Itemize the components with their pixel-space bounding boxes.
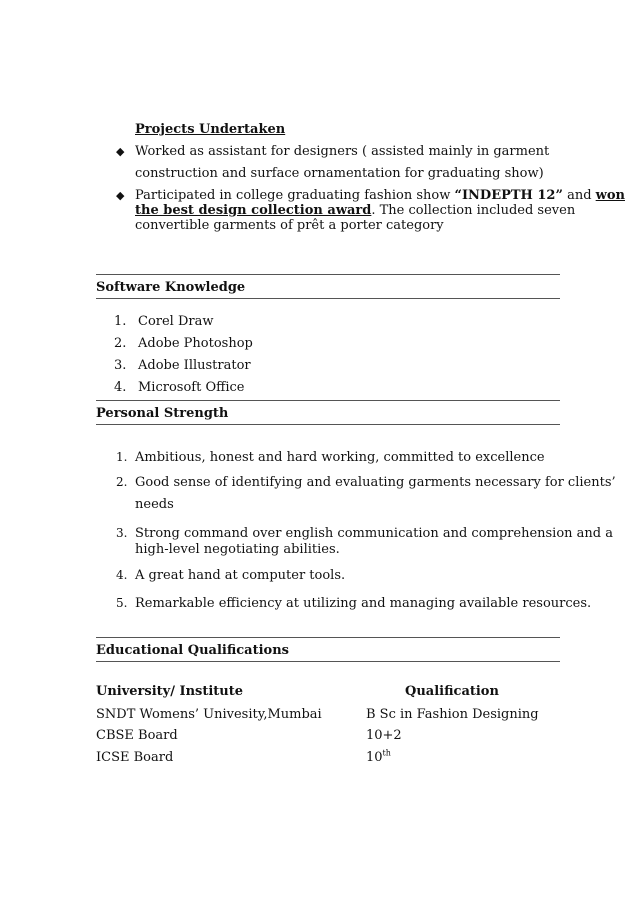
software-item: Adobe Photoshop [138, 336, 253, 351]
divider [96, 274, 560, 275]
strength-item-cont: needs [135, 497, 174, 512]
list-number: 2. [114, 336, 127, 351]
list-number: 1. [116, 450, 128, 464]
project-item-2-line3: convertible garments of prêt a porter category [135, 218, 444, 233]
column-header-qualification: Qualification [405, 684, 499, 699]
award-text: won [595, 188, 625, 203]
bullet-icon: ◆ [116, 145, 125, 158]
list-number: 4. [114, 380, 127, 395]
divider [96, 400, 560, 401]
divider [96, 424, 560, 425]
qualification-value: 10 [366, 750, 383, 765]
project-item-2-post: . The collection included seven [371, 203, 576, 218]
strength-item: A great hand at computer tools. [135, 568, 346, 583]
projects-heading: Projects Undertaken [135, 122, 286, 137]
project-item-2-text: Participated in college graduating fashion show [135, 188, 455, 203]
list-number: 5. [116, 596, 128, 610]
project-item-1-line2: construction and surface ornamentation for graduating show) [135, 166, 544, 181]
institute-cell: CBSE Board [96, 728, 178, 743]
strength-item: Ambitious, honest and hard working, committed to excellence [135, 450, 545, 465]
show-name: “INDEPTH 12” [454, 188, 563, 203]
strength-item: Strong command over english communication and comprehension and a [135, 526, 614, 541]
education-heading: Educational Qualifications [96, 643, 289, 658]
software-item: Microsoft Office [138, 380, 245, 395]
institute-cell: SNDT Womens’ Univesity,Mumbai [96, 707, 322, 722]
software-item: Corel Draw [138, 314, 214, 329]
ordinal-suffix: th [382, 748, 391, 758]
list-number: 4. [116, 568, 128, 582]
project-item-1-line1: Worked as assistant for designers ( assisted mainly in garment [135, 144, 550, 159]
list-number: 3. [114, 358, 127, 373]
software-item: Adobe Illustrator [138, 358, 251, 373]
list-number: 1. [114, 314, 127, 329]
strength-item: Remarkable efficiency at utilizing and managing available resources. [135, 596, 592, 611]
qualification-cell: 10+2 [366, 728, 402, 743]
software-heading: Software Knowledge [96, 280, 246, 295]
divider [96, 298, 560, 299]
strength-heading: Personal Strength [96, 406, 229, 421]
list-number: 2. [116, 475, 128, 489]
bullet-icon: ◆ [116, 189, 125, 202]
strength-item-cont: high-level negotiating abilities. [135, 542, 340, 557]
award-text-2: the best design collection award [135, 203, 372, 218]
divider [96, 661, 560, 662]
qualification-cell: B Sc in Fashion Designing [366, 707, 539, 722]
divider [96, 637, 560, 638]
strength-item: Good sense of identifying and evaluating garments necessary for clients’ [135, 475, 616, 490]
column-header-institute: University/ Institute [96, 684, 244, 699]
institute-cell: ICSE Board [96, 750, 174, 765]
qualification-cell [366, 749, 391, 766]
list-number: 3. [116, 526, 128, 540]
project-item-2-and: and [562, 188, 596, 203]
